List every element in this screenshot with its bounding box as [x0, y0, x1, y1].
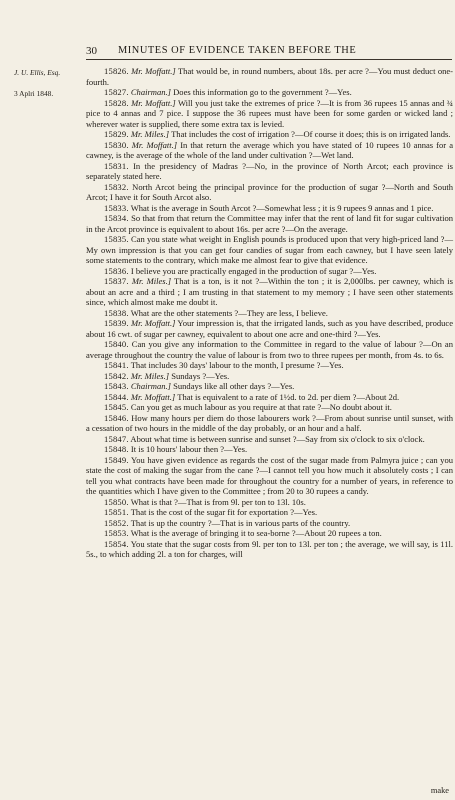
speaker-label: Mr. Miles.]	[130, 129, 170, 139]
question-number: 15833.	[104, 202, 129, 213]
evidence-text: Can you state what weight in English pounds is produced upon that very high-priced land ?—My own impression is that you can get four candies of sugar from each cawney, but I have seen lately some statements to the contrary, which make me almost fear to give that evidence.	[86, 234, 453, 265]
question-number: 15835.	[104, 234, 129, 244]
evidence-text: What is the average of bringing it to sea-borne ?—About 20 rupees a ton.	[130, 528, 382, 538]
evidence-paragraph	[86, 66, 453, 87]
evidence-paragraph	[86, 140, 453, 161]
speaker-label: Mr. Moffatt.]	[131, 97, 176, 108]
evidence-text: I believe you are practically engaged in the production of sugar ?—Yes.	[130, 265, 377, 276]
evidence-paragraph	[86, 518, 453, 529]
evidence-text: So that from that return the Committee may infer that the rent of land fit for sugar cultivation in the Arcot province is equivalent to about 16s. per acre ?—On the average.	[86, 213, 453, 234]
evidence-text: What is that ?—That is from 9l. per ton to 13l. 10s.	[130, 496, 306, 507]
evidence-paragraph	[86, 434, 453, 445]
evidence-text: What are the other statements ?—They are less, I believe.	[130, 307, 328, 318]
speaker-label: Chairman.]	[130, 87, 171, 97]
evidence-paragraph	[86, 308, 453, 319]
evidence-text: How many hours per diem do those labourers work ?—From about sunrise until sunset, with a cessation of two hours in the middle of the day probably, or an hour and a half.	[86, 412, 454, 433]
question-number: 15831.	[104, 160, 129, 171]
question-number: 15826.	[104, 66, 129, 76]
evidence-text: That is up the country ?—That is in various parts of the country.	[130, 517, 351, 528]
evidence-paragraph	[86, 497, 453, 508]
question-number: 15848.	[104, 444, 129, 454]
evidence-paragraph	[86, 182, 453, 203]
question-number: 15849.	[104, 454, 129, 465]
question-number: 15838.	[104, 307, 129, 318]
evidence-paragraph	[86, 234, 453, 266]
question-number: 15854.	[104, 538, 129, 549]
evidence-paragraph	[86, 161, 453, 182]
catchword: make	[430, 786, 449, 795]
running-title: MINUTES OF EVIDENCE TAKEN BEFORE THE	[118, 45, 357, 56]
speaker-label: Mr. Miles.]	[131, 276, 172, 286]
evidence-paragraph	[86, 539, 453, 560]
evidence-paragraph	[86, 392, 453, 403]
hearing-date: 3 Aplri 1848.	[14, 89, 54, 98]
evidence-text: In that return the average which you have stated of 10 rupees 10 annas for a cawney, is the average of the whole of the land under cultivation ?—Wet land.	[86, 139, 453, 160]
question-number: 15840.	[104, 339, 129, 349]
evidence-text: That is equivalent to a rate of 1½d. to 2d. per diem ?—About 2d.	[175, 391, 400, 402]
evidence-paragraph	[86, 87, 453, 98]
question-number: 15853.	[104, 528, 129, 538]
question-number: 15852.	[104, 517, 129, 528]
evidence-paragraph	[86, 371, 453, 382]
evidence-text: That is a ton, is it not ?—Within the ton ; it is 2,000lbs. per cawney, which is about an acre and a third ; I am trusting in that statement to my memory ; I have seen other statements since, which almost make me doubt it.	[86, 276, 453, 307]
evidence-paragraph	[86, 381, 453, 392]
header-rule	[86, 59, 452, 60]
question-number: 15834.	[104, 213, 129, 223]
evidence-text: Can you get as much labour as you require at that rate ?—No doubt about it.	[130, 402, 392, 412]
question-number: 15839.	[104, 318, 129, 328]
question-number: 15843.	[104, 381, 129, 391]
evidence-body	[86, 66, 453, 560]
question-number: 15841.	[104, 360, 129, 370]
speaker-label: Mr. Moffatt.]	[130, 318, 176, 328]
question-number: 15845.	[104, 402, 129, 412]
evidence-paragraph	[86, 266, 453, 277]
question-number: 15832.	[104, 181, 129, 192]
evidence-text: That includes 30 days' labour to the month, I presume ?—Yes.	[130, 360, 344, 370]
evidence-text: North Arcot being the principal province for the production of sugar ?—North and South Arcot; I have it for South Arcot also.	[86, 181, 453, 202]
evidence-text: It is 10 hours' labour then ?—Yes.	[130, 444, 248, 454]
evidence-text: Does this information go to the government ?—Yes.	[171, 87, 352, 97]
speaker-label: Mr. Moffatt.]	[130, 391, 176, 402]
evidence-text: That would be, in round numbers, about 18s. per acre ?—You must deduct one-fourth.	[86, 66, 454, 87]
evidence-text: Sundays like all other days ?—Yes.	[171, 381, 295, 391]
question-number: 15847.	[104, 433, 129, 444]
page-header	[0, 44, 455, 58]
evidence-paragraph	[86, 339, 453, 360]
evidence-paragraph	[86, 444, 453, 455]
question-number: 15844.	[104, 391, 129, 402]
question-number: 15842.	[104, 370, 129, 381]
speaker-label: Chairman.]	[130, 381, 171, 391]
evidence-paragraph	[86, 507, 453, 518]
evidence-text: Can you give any information to the Committee in regard to the value of labour ?—On an average throughout the country the value of labour is from two to three rupees per month, from 4s. to 6s.	[86, 339, 454, 360]
evidence-paragraph	[86, 213, 453, 234]
question-number: 15829.	[104, 129, 129, 139]
evidence-text: You have given evidence as regards the cost of the sugar made from Palmyra juice ; can you state the cost of making the sugar from the cane ?—I cannot tell you how much it absolutely costs ; I can tell you what contracts have been made for throughout the country for a number of years, in reference to the quantities which I have given to the Committee ; from 20 to 30 rupees a candy.	[86, 454, 453, 496]
question-number: 15830.	[104, 139, 129, 150]
question-number: 15828.	[104, 97, 129, 108]
witness-name: J. U. Ellis, Esq.	[14, 68, 61, 77]
evidence-text: Your impression is, that the irrigated lands, such as you have described, produce about 16 cwt. of sugar per cawney, equivalent to about one acre and one-third ?—Yes.	[86, 318, 453, 339]
question-number: 15836.	[104, 265, 129, 276]
evidence-paragraph	[86, 318, 453, 339]
evidence-paragraph	[86, 276, 453, 308]
page-number: 30	[86, 45, 97, 57]
evidence-text: Sundays ?—Yes.	[169, 370, 230, 381]
evidence-paragraph	[86, 203, 453, 214]
question-number: 15846.	[104, 412, 129, 423]
evidence-text: Will you just take the extremes of price ?—It is from 36 rupees 15 annas and ¾ pice to 4 annas and 7 pice. I suppose the 36 rupees must have been for some garden or wicked land ; wherever water is supplied, there some extra tax is levied.	[86, 97, 454, 129]
evidence-text: About what time is between sunrise and sunset ?—Say from six o'clock to six o'clock.	[130, 433, 425, 444]
evidence-paragraph	[86, 129, 453, 140]
evidence-paragraph	[86, 402, 453, 413]
evidence-paragraph	[86, 455, 453, 497]
evidence-text: You state that the sugar costs from 9l. per ton to 13l. per ton ; the average, we will say, is 11l. 5s., to which adding 2l. a ton for charges, will	[86, 538, 453, 559]
question-number: 15827.	[104, 87, 129, 97]
speaker-label: Mr. Moffatt.]	[131, 66, 176, 76]
evidence-paragraph	[86, 98, 453, 130]
evidence-paragraph	[86, 528, 453, 539]
evidence-text: That includes the cost of irrigation ?—Of course it does; this is on irrigated lands.	[169, 129, 451, 139]
speaker-label: Mr. Moffatt.]	[131, 139, 178, 150]
evidence-text: What is the average in South Arcot ?—Somewhat less ; it is 9 rupees 9 annas and 1 pice.	[130, 202, 434, 213]
question-number: 15837.	[104, 276, 129, 286]
question-number: 15850.	[104, 496, 129, 507]
evidence-text: That is the cost of the sugar fit for exportation ?—Yes.	[130, 507, 318, 517]
question-number: 15851.	[104, 507, 129, 517]
evidence-paragraph	[86, 360, 453, 371]
speaker-label: Mr. Miles.]	[130, 370, 170, 381]
evidence-paragraph	[86, 413, 453, 434]
evidence-text: In the presidency of Madras ?—No, in the province of North Arcot; each province is separately stated here.	[86, 160, 453, 181]
